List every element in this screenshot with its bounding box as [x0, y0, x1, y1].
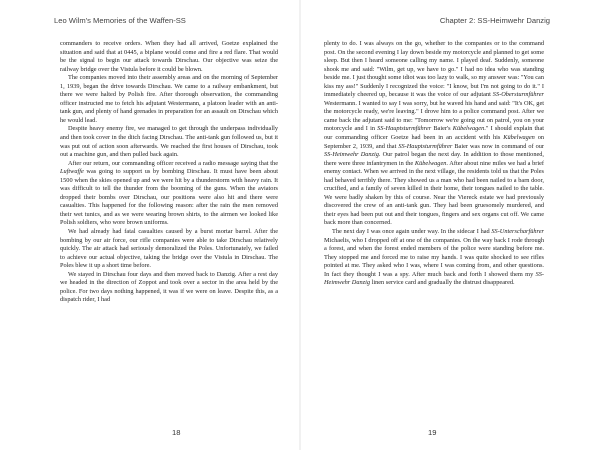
- right-page: [300, 0, 600, 450]
- page-number-left: 18: [172, 428, 181, 437]
- paragraph: We had already had fatal casualties caused by a burst mortar barrel. After the bombing by our air force, our rifle companies were able to take Dirschau relatively quickly. The air attack had seriously demoralized the Poles. Unfortunately, we failed to achieve our actual objective, taking the bridge over the Vistula in Dirschau. The Poles blew it up a short time before.: [60, 228, 278, 270]
- italic-term: Kübelwagen: [503, 134, 535, 142]
- italic-term: SS-Heimwehr Danzig: [324, 270, 544, 287]
- italic-term: SS-Obersturmführer: [492, 91, 544, 99]
- paragraph: The next day I was once again under way. In the sidecar I had SS-Unterscharführer Michaelis, who I dropped off at one of the companies. On the way back I rode through a forest, and when the forest ended members of the police were standing before me. They stopped me and forced me to raise my hands. I was quite shocked to see rifles pointed at me. They asked who I was, where I was coming from, and other questions. In fact they thought I was a spy. After much back and forth I showed them my SS-Heimwehr Danzig linen service card and gradually the distrust disappeared.: [324, 228, 544, 287]
- paragraph: After our return, our commanding officer received a radio message saying that the Luftwaffe was going to support us by bombing Dirschau. It must have been about 1500 when the skies opened up and we were hit by a thunderstorm with heavy rain. It was difficult to tell the thunder from the booming of the guns. When the aviators dropped their bombs over Dirschau, our positions were also hit and there were casualties. This happened for the following reason: after the rain the men removed their wet tunics, and as we were wearing brown shirts, to the airmen we looked like Polish soldiers, who wore brown uniforms.: [60, 159, 278, 227]
- paragraph: We stayed in Dirschau four days and then moved back to Danzig. After a rest day we headed in the direction of Zoppot and took over a sector in the area held by the police. For two days nothing happened, it was if we were on leave. Despite this, as a dispatch rider, I had: [60, 270, 278, 304]
- italic-term: Kübelwagen: [452, 125, 485, 133]
- italic-term: Kübelwagen: [414, 159, 447, 167]
- italic-term: SS-Hauptsturmführer: [377, 125, 432, 133]
- italic-term: Luftwaffe: [60, 168, 84, 176]
- italic-term: SS-Heimwehr Danzig: [324, 151, 379, 159]
- left-page-body: [60, 40, 278, 412]
- page-number-right: 19: [428, 428, 437, 437]
- paragraph: Despite heavy enemy fire, we managed to get through the underpass individually and then took cover in the ditch facing Dirschau. The anti-tank gun followed us, but it was put out of action soon afterwards. We reached the first houses of Dirschau, took out a machine gun, and then pulled back again.: [60, 125, 278, 159]
- paragraph: commanders to receive orders. When they had all arrived, Goetze explained the situation and said that at 0445, a biplane would come and fire a red flare. That would be the signal to begin our attack towards Dirschau. Our objective was seize the railway bridge over the Vistula before it could be blown.: [60, 40, 278, 73]
- right-page-body: [324, 40, 544, 412]
- paragraph: plenty to do. I was always on the go, whether to the companies or to the command post. On the second evening I lay down beside my motorcycle and planned to get some sleep. But then I heard someone calling my name. I played deaf. Suddenly, someone shook me and said: "Wilm, get up, we have to go." I had no idea who was standing beside me. I just thought some idiot was too lazy to walk, so my answer was: "You can kiss my ass!" Suddenly I recognized the voice: "I know, but I'm not going to do it." I immediately cheered up, because it was the voice of our adjutant SS-Obersturmführer Westermann. I wanted to say I was sorry, but he waved his hand and said: "It's OK, get the motorcycle ready, we're leaving." I drove him to a police command post. After we came back the adjutant said to me: "Tomorrow we're going out on patrol, you on your motorcycle and I in SS-Hauptsturmführer Baier's Kübelwagen." I should explain that our commanding officer Goetze had been in an accident with his Kübelwagen on September 2, 1939, and that SS-Hauptsturmführer Baier was now in command of our SS-Heimwehr Danzig. Our patrol began the next day. In addition to those mentioned, there were three infantrymen in the Kübelwagen. After about nine miles we had a brief enemy contact. When we arrived in the next village, the residents told us that the Poles had behaved terribly there. They showed us a man who had been nailed to a barn door, crucified, and a family of seven killed in their home, their tongues nailed to the table. We were badly shaken by this of course. Near the Viereck estate we had previously discovered the crew of an anti-tank gun. They had been gruesomely murdered, and their eyes had been put out and their tongues, fingers and sex organs cut off. We came back more than concerned.: [324, 40, 544, 227]
- italic-term: SS-Hauptsturmführer: [398, 142, 453, 150]
- italic-term: SS-Unterscharführer: [491, 228, 544, 236]
- running-head-right: Chapter 2: SS-Heimwehr Danzig: [439, 16, 550, 25]
- running-head-left: Leo Wilm's Memories of the Waffen-SS: [54, 16, 186, 25]
- paragraph: The companies moved into their assembly areas and on the morning of September 1, 1939, began the drive towards Dirschau. We came to a railway embankment, but there we were halted by Polish fire. After thorough observation, the commanding officer instructed me to fetch his adjutant Westermann, a platoon leader with an anti-tank gun, and plenty of hand grenades in preparation for an assault on Dirschau which he would lead.: [60, 74, 278, 124]
